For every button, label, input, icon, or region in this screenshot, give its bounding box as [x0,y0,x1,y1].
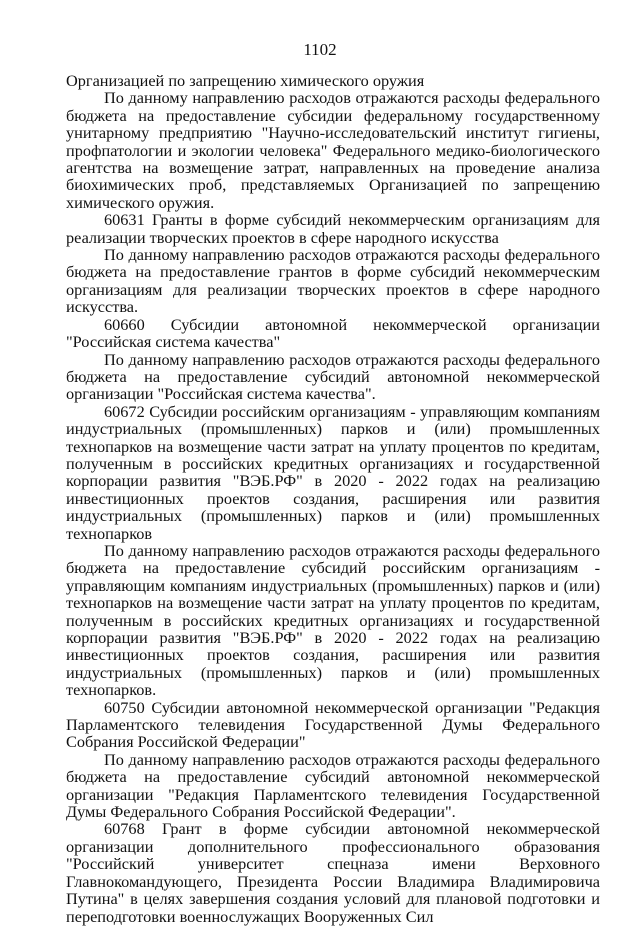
paragraph-description-60750: По данному направлению расходов отражаются расходы федерального бюджета на предоставление субсидий автономной некоммерческой организации "Редакция Парламентского телевидения Государственной Думы Федерального Собрания Российской Федерации". [66,749,600,822]
heading-60672: 60672 Субсидии российским организациям - управляющим компаниям индустриальных (промышленных) парков и (или) промышленных технопарков на возмещение части затрат на уплату процентов по кредитам, полученным в российских кредитных организациях и государственной корпорации развития "ВЭБ.РФ" в 2020 - 2022 годах на реализацию инвестиционных проектов создания, расширения или развития индустриальных (промышленных) парков и (или) промышленных технопарков [66,401,600,543]
paragraph-description-60631: По данному направлению расходов отражаются расходы федерального бюджета на предоставление грантов в форме субсидий некоммерческим организациям для реализации творческих проектов в сфере народного искусства. [66,245,600,317]
heading-60750: 60750 Субсидии автономной некоммерческой организации "Редакция Парламентского телевидения Государственной Думы Федерального Собрания Российской Федерации" [66,697,600,752]
heading-60768: 60768 Грант в форме субсидии автономной некоммерческой организации дополнительного профессионального образования "Российский университет спецназа имени Верховного Главнокомандующего, Президента России Владимира Владимировича Путина" в целях завершения создания условий для плановой подготовки и переподготовки военнослужащих Вооруженных Сил [66,819,600,926]
paragraph-description-60660: По данному направлению расходов отражаются расходы федерального бюджета на предоставление субсидий автономной некоммерческой организации "Российская система качества". [66,349,600,404]
paragraph-description-chemical-weapons: По данному направлению расходов отражаются расходы федерального бюджета на предоставление субсидии федеральному государственному унитарному предприятию "Научно-исследовательский институт гигиены, профпатологии и экологии человека" Федерального медико-биологического агентства на возмещение затрат, направленных на проведение анализа биохимических проб, представляемых Организацией по запрещению химического оружия. [66,88,600,212]
heading-60631: 60631 Гранты в форме субсидий некоммерческим организациям для реализации творческих проектов в сфере народного искусства [66,210,600,247]
paragraph-continuation: Организацией по запрещению химического оружия [66,71,425,90]
document-body [66,72,600,925]
heading-60660: 60660 Субсидии автономной некоммерческой организации "Российская система качества" [66,314,600,352]
page-number: 1102 [303,40,337,59]
paragraph-description-60672: По данному направлению расходов отражаются расходы федерального бюджета на предоставление субсидий российским организациям - управляющим компаниям индустриальных (промышленных) парков и (или) технопарков на возмещение части затрат на уплату процентов по кредитам, полученным в российских кредитных организациях и государственной корпорации развития "ВЭБ.РФ" в 2020 - 2022 годах на реализацию инвестиционных проектов создания, расширения или развития индустриальных (промышленных) парков и (или) промышленных технопарков. [66,540,600,700]
